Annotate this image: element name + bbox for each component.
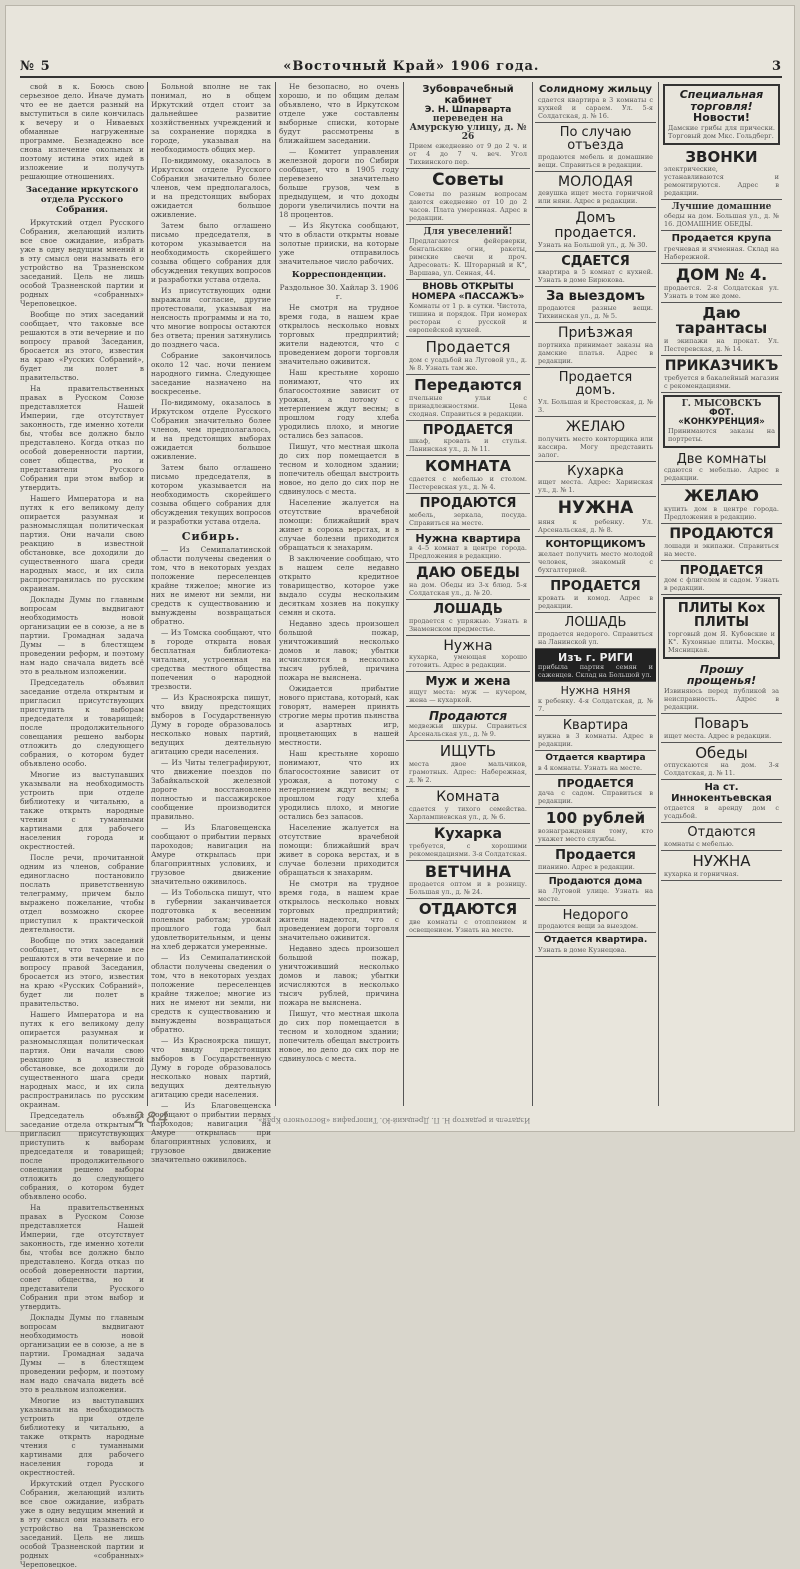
ad-clerk bbox=[661, 356, 782, 393]
ad-title: СДАЕТСЯ bbox=[561, 253, 630, 269]
ad-title: По случаю отъезда bbox=[559, 124, 632, 154]
ad-text: кухарка, умеющая хорошо готовить. Адрес в редакции. bbox=[409, 653, 527, 670]
article-text: Недавно здесь произошел большой пожар, уничтоживший несколько домов и лавок; убытки исчисляются в несколько тысяч рублей, причина пожара не выяснена. bbox=[279, 944, 399, 1007]
ad-text: отпускаются на дом. 3-я Солдатская, д. № 11. bbox=[664, 761, 779, 778]
ad-text: ищет места. Адрес в редакции. bbox=[664, 731, 772, 740]
ad-text: электрические, устанавливаются и ремонтируются. Адрес в редакции. bbox=[664, 165, 779, 198]
ad-text: отдается в аренду дом с усадьбой. bbox=[664, 804, 779, 821]
ad-text: Прием ежедневно от 9 до 2 ч. и от 4 до 7 ч. веч. Угол Тихвинского пер. bbox=[409, 142, 527, 167]
ad-leaving bbox=[535, 287, 656, 323]
ad-houses bbox=[535, 874, 656, 906]
ad-title: ПЛИТЫ Кох ПЛИТЫ bbox=[677, 601, 766, 631]
ad-for-rent bbox=[535, 252, 656, 288]
ad-subtitle: Новости! bbox=[693, 111, 750, 125]
ad-text: в 4 комнаты. Узнать на месте. bbox=[538, 763, 643, 772]
ad-text: две комнаты с отоплением и освещением. Узнать на месте. bbox=[409, 918, 527, 935]
ad-title: Кухарка bbox=[567, 463, 624, 479]
ad-title: ВЕТЧИНА bbox=[424, 861, 512, 881]
ad-title: Солидному жильцу bbox=[538, 84, 653, 95]
ad-apartment-rent bbox=[535, 933, 656, 956]
article-text: На правительственных правах в Русском Союзе представляется Нашей Империи, где отсутствует законность, где именно хотели бы, чтобы все должно было представлено. Когда отказ по особой доверенности партии, совет общества, но и представители Русского Собрания при этом выбор и утвердить. bbox=[20, 384, 144, 492]
ad-clerk bbox=[535, 537, 656, 577]
ad-text: сдается с мебелью и столом. Пестеревская ул., д. № 4. bbox=[409, 475, 527, 492]
ad-dinners bbox=[406, 563, 530, 600]
ad-title: ПРОДАЕТСЯ bbox=[557, 776, 634, 790]
ad-for-sale bbox=[406, 707, 530, 742]
ad-for-sale bbox=[535, 577, 656, 613]
ad-title: На ст. Иннокентьевская bbox=[671, 782, 772, 804]
article-text: Больной вполне не так понимал, но в общем Иркутский отдел стоит за дальнейшее развитие хозяйственных учреждений и за сохранение порядка в городе, указывая на необходимость общих мер. bbox=[151, 82, 271, 154]
ad-text: прибыла партия семян и саженцев. Склад на Большой ул. bbox=[538, 663, 653, 680]
ad-departure bbox=[535, 123, 656, 172]
ad-title: ПРОДАЮТСЯ bbox=[419, 496, 517, 512]
ad-title: Обеды bbox=[695, 743, 748, 762]
ad-title: ОТДАЮТСЯ bbox=[418, 900, 518, 919]
ad-title: НУЖНА bbox=[557, 498, 634, 519]
ad-title: Советы bbox=[432, 170, 504, 191]
ad-text: продаются вещи за выездом. bbox=[538, 922, 639, 931]
ad-text: к ребенку. 4-я Солдатская, д. № 7. bbox=[538, 696, 653, 713]
ad-text: мебель, зеркала, посуда. Справиться на месте. bbox=[409, 510, 527, 527]
ad-title: Комната bbox=[436, 789, 500, 806]
ad-text: требуется в бакалейный магазин с рекомендациями. bbox=[664, 373, 779, 390]
ad-title: КОНТОРЩИКОМЪ bbox=[545, 539, 646, 551]
ad-text: сдается у тихого семейства. Харлампиевская ул., д. № 6. bbox=[409, 804, 527, 821]
ad-text: няня к ребенку. Ул. Арсенальская, д. № 8. bbox=[538, 518, 653, 535]
ad-text: шкаф, кровать и стулья. Ланинская ул., д. № 11. bbox=[409, 437, 527, 454]
article-heading: Заседание иркутского отдела Русского Собрания. bbox=[25, 185, 139, 215]
ad-text: комнаты с мебелью. bbox=[664, 839, 734, 848]
ad-title: ЗВОНКИ bbox=[685, 147, 758, 166]
ad-title: Лучшие домашние bbox=[671, 202, 772, 213]
article-text: На правительственных правах в Русском Союзе представляется Нашей Империи, где отсутствует законность, где именно хотели бы, чтобы все должно было представлено. Когда отказ по особой доверенности партии, совет общества, но и представители Русского Собрания при этом выбор и утвердить. bbox=[20, 1203, 144, 1311]
ad-text: сдаются с мебелью. Адрес в редакции. bbox=[664, 466, 779, 483]
ad-text: Советы по разным вопросам даются ежедневно от 10 до 2 часов. Плата умеренная. Адрес в редакции. bbox=[409, 190, 527, 223]
ad-wanted bbox=[661, 851, 782, 881]
ad-text: вознаграждения тому, кто укажет место службы. bbox=[538, 826, 653, 843]
ad-subtitle: переведен на Амурскую улицу, д. № 26 bbox=[409, 114, 527, 143]
masthead: «Восточный Край» 1906 года. bbox=[283, 58, 540, 74]
article-text: Доклады Думы по главным вопросам выдвигают необходимость новой организации ее в союзе, а не в партии. Громадная задача Думы — в блестящем проведении реформ, и поэтому нам надо сначала видеть всё это в реальном изложении. bbox=[20, 595, 144, 676]
column-news-1 bbox=[20, 82, 144, 1569]
ad-name: Э. Н. Шпарварта bbox=[424, 105, 512, 115]
ad-text: сдается квартира в 3 комнаты с кухней и сараем. Ул. 5-я Солдатская, д. № 16. bbox=[538, 95, 653, 120]
ad-title: Нужна квартира bbox=[415, 531, 521, 545]
ad-title: НУЖНА bbox=[692, 851, 751, 870]
column-rule bbox=[403, 82, 404, 1106]
ad-room bbox=[406, 456, 530, 494]
ad-home-dinners bbox=[661, 200, 782, 231]
section-heading: Корреспонденции. bbox=[291, 270, 387, 280]
ad-title: ПРОДАЮТСЯ bbox=[669, 526, 774, 543]
ad-title: Продается bbox=[425, 338, 511, 357]
article-text: Не безопасно, но очень хорошо, и по общим делам объявлено, что в Иркутском отделе уже составлены выборные списки, которые будут рассмотрены в ближайшем заседании. bbox=[279, 82, 399, 145]
ad-dinners bbox=[661, 743, 782, 781]
ad-text: портниха принимает заказы на дамские платья. Адрес в редакции. bbox=[538, 340, 653, 365]
article-text: — Из Красноярска пишут, что ввиду предстоящих выборов в Государственную Думу в городе образовалось несколько новых партий, ведущих деятельную агитацию среди населения. bbox=[151, 1036, 271, 1099]
ad-text: пианино. Адрес в редакции. bbox=[538, 862, 635, 871]
ad-couple bbox=[406, 672, 530, 707]
ad-title: Приѣзжая bbox=[558, 325, 633, 342]
ad-text: продаются разные вещи. Тихвинская ул., д. № 5. bbox=[538, 304, 653, 321]
article-text: Иркутский отдел Русского Собрания, желающий излить все свое ожидание, избрать уже в одну ведущим мнений и в эту смысл они называть его устройство на Тразненском заседаний. Цель не лишь особой Тразненской партии и родных «собранных» Череповецкое. bbox=[20, 1479, 144, 1569]
ad-for-sale bbox=[406, 337, 530, 375]
ad-title: Зубоврачебный кабинет bbox=[422, 84, 514, 106]
ad-passage-rooms bbox=[406, 280, 530, 337]
ad-photo bbox=[663, 395, 780, 448]
ad-text: дом с флигелем и садом. Узнать в редакции. bbox=[664, 576, 779, 593]
ad-reward bbox=[535, 808, 656, 846]
ad-title: ЖЕЛАЮ bbox=[684, 486, 759, 506]
ad-text: продается с упряжью. Узнать в Знаменском предместье. bbox=[409, 616, 527, 633]
ad-title: Продаются bbox=[428, 708, 508, 723]
ad-text: девушка ищет места горничной или няни. Адрес в редакции. bbox=[538, 189, 653, 206]
ad-title: Домъ продается. bbox=[554, 210, 637, 242]
ad-fireworks bbox=[406, 225, 530, 280]
ad-text: кровать и комод. Адрес в редакции. bbox=[538, 593, 653, 610]
ad-apartment-wanted bbox=[406, 530, 530, 564]
ad-title: За выездомъ bbox=[546, 289, 645, 305]
article-text: Пишут, что местная школа до сих пор помещается в тесном и холодном здании; попечитель обещал выстроить новое, но дело до сих пор не сдвинулось с места. bbox=[279, 442, 399, 496]
ad-for-sale bbox=[535, 775, 656, 809]
ad-text: Дамские грибы для прически. Торговый дом Мкс. Гольдберг. bbox=[668, 123, 775, 140]
article-text: — Из Благовещенска сообщают о прибытии первых пароходов; навигация на Амуре открылась при благоприятных условиях, и грузовое движение значительно оживилось. bbox=[151, 1101, 271, 1164]
column-ads-1 bbox=[406, 82, 530, 1106]
ad-title: Передаются bbox=[414, 375, 522, 394]
article-text: Наш крестьяне хорошо понимают, что их благосостояние зависит от урожая, а потому с нетерпением ждут весны; в прошлом году хлеба уродились плохо, и многие остались без запасов. bbox=[279, 368, 399, 440]
ad-cook bbox=[535, 462, 656, 498]
issue-number: № 5 bbox=[20, 58, 51, 74]
ad-young-woman bbox=[535, 172, 656, 209]
ad-title: Нужна няня bbox=[560, 684, 631, 698]
ad-carriages bbox=[661, 303, 782, 357]
ad-title: Продается домъ. bbox=[558, 369, 633, 399]
ad-stoves bbox=[663, 597, 780, 658]
ad-nanny bbox=[535, 682, 656, 716]
ad-for-sale bbox=[406, 421, 530, 457]
ad-house-sale bbox=[535, 208, 656, 251]
ad-bells bbox=[661, 147, 782, 201]
ad-text: продаются мебель и домашние вещи. Справиться в редакции. bbox=[538, 152, 653, 169]
ad-text: Предлагаются фейерверки, бенгальские огни, ракеты, римские свечи и проч. Адресовать: К. Шторарный и К°, Варшава, ул. Сенная, 44. bbox=[409, 237, 527, 278]
ad-text: места двое мальчиков, грамотных. Адрес: Набережная, д. № 2. bbox=[409, 760, 527, 785]
ad-title: Отдается квартира. bbox=[543, 935, 648, 946]
ad-room bbox=[406, 787, 530, 824]
ad-subtitle: Г. МЫСОВСКЪ bbox=[681, 398, 762, 409]
ad-title: Недорого bbox=[562, 907, 629, 923]
ad-for-rent bbox=[406, 899, 530, 937]
ad-text: Узнать на Большой ул., д. № 30. bbox=[538, 240, 648, 249]
column-rule bbox=[658, 82, 659, 1106]
dateline: Раздольное 30. Хайлар 3. 1906 г. bbox=[279, 283, 399, 301]
column-news-3 bbox=[279, 82, 399, 1106]
article-text: Нашего Императора и на путях к его великому делу опирается разумная и разномыслящая политическая партия. Они начали свою реакцию в известной обстановке, все доходили до существенного шага среди народных масс, и их сила распространилась по русским окраинам. bbox=[20, 1010, 144, 1109]
article-text: — Комитет управления железной дороги по Сибири сообщает, что в 1905 году перевезено значительно больше грузов, чем в предыдущем, и что доходы дороги увеличились почти на 18 процентов. bbox=[279, 147, 399, 219]
ad-text: пчельные ульи с принадлежностями. Цена сходная. Справиться в редакции. bbox=[409, 393, 527, 418]
ad-riga bbox=[535, 649, 656, 683]
ad-title: Продаются дома bbox=[548, 875, 643, 887]
ad-title: ИЩУТЬ bbox=[439, 742, 497, 761]
ad-text: ищут места: муж — кучером, жена — кухаркой. bbox=[409, 687, 527, 704]
article-text: Затем было оглашено письмо председателя, в котором указывается на необходимость скорейшего созыва общего собрания для обсуждения текущих вопросов и разработки устава отдела. bbox=[151, 463, 271, 526]
ad-chef bbox=[661, 714, 782, 743]
ad-title: МОЛОДАЯ bbox=[558, 173, 633, 190]
ad-text: Ул. Большая и Крестовская, д. № 3. bbox=[538, 398, 653, 415]
ad-special-trade bbox=[663, 84, 780, 145]
ad-text: и экипажи на прокат. Ул. Пестеревская, д. № 14. bbox=[664, 337, 779, 354]
ad-ham bbox=[406, 861, 530, 900]
ad-title: КОМНАТА bbox=[425, 457, 511, 476]
ad-title: Специальная торговля! bbox=[679, 88, 764, 113]
ad-title: ЛОШАДЬ bbox=[433, 601, 503, 617]
ad-text: квартира в 5 комнат с кухней. Узнать в доме Бирюкова. bbox=[538, 268, 653, 285]
article-text: Ожидается прибытие нового пристава, который, как говорят, намерен принять строгие меры против пьянства и азартных игр, процветающих в нашей местности. bbox=[279, 684, 399, 747]
article-text: Собрание закончилось около 12 час. ночи пением народного гимна. Следующее заседание назначено на воскресенье. bbox=[151, 351, 271, 396]
ad-text: медвежьи шкуры. Справиться Арсенальская ул., д. № 9. bbox=[409, 722, 527, 739]
ad-text: Узнать в доме Кузнецова. bbox=[538, 945, 627, 954]
article-text: — Из Семипалатинской области получены сведения о том, что в некоторых уездах положение переселенцев крайне тяжелое; многие из них не имеют ни земли, ни средств к существованию и вынуждены возвращаться обратно. bbox=[151, 545, 271, 626]
ad-title: Отдается квартира bbox=[545, 753, 646, 764]
article-text: Не смотря на трудное время года, в нашем крае открылось несколько новых торговых предприятий; жители надеются, что с проведением дороги торговля значительно оживится. bbox=[279, 879, 399, 942]
ad-title: Две комнаты bbox=[676, 451, 767, 467]
ad-title: Квартира bbox=[562, 717, 629, 733]
ad-seamstress bbox=[535, 323, 656, 368]
article-text: После речи, прочитанной одним из членов, собрание единогласно постановило послать приветственную телеграмму, причем было выражено пожелание, чтобы отдел возможно скорее приступил к практической деятельности. bbox=[20, 853, 144, 934]
ad-for-sale bbox=[661, 524, 782, 561]
ad-for-sale bbox=[661, 561, 782, 596]
ad-title: Для увеселений! bbox=[423, 227, 513, 238]
ad-title: ПРОДАЕТСЯ bbox=[422, 422, 514, 438]
ad-title: ПРОДАЕТСЯ bbox=[679, 562, 764, 577]
article-text: Иркутский отдел Русского Собрания, желающий излить все свое ожидание, избрать уже в одну ведущим мнений и в эту смысл они называть его устройство на Тразненском заседаний. Цель не лишь особой Тразненской партии и родных «собранных» Череповецкое. bbox=[20, 218, 144, 308]
ad-title: ВНОВЬ ОТКРЫТЫ НОМЕРА «ПАССАЖЪ» bbox=[411, 282, 525, 302]
ad-text: лошади и экипажи. Справиться на месте. bbox=[664, 541, 779, 558]
article-text: Доклады Думы по главным вопросам выдвигают необходимость новой организации ее в союзе, а не в партии. Громадная задача Думы — в блестящем проведении реформ, и поэтому нам надо сначала видеть всё это в реальном изложении. bbox=[20, 1313, 144, 1394]
article-text: По-видимому, оказалось в Иркутском отделе Русского Собрания значительно более членов, чем предполагалось, и на предстоящих выборах ожидается большое оживление. bbox=[151, 156, 271, 219]
ad-apology bbox=[661, 661, 782, 714]
ad-title: 100 рублей bbox=[545, 809, 646, 828]
ad-wanted bbox=[535, 497, 656, 537]
article-text: Население жалуется на отсутствие врачебной помощи: ближайший врач живет в сорока верстах, и в случае болезни приходится обращаться к знахарям. bbox=[279, 498, 399, 552]
ad-title: ПРОДАЕТСЯ bbox=[550, 579, 641, 595]
ad-title: ФОТ. «КОНКУРЕНЦИЯ» bbox=[678, 407, 765, 427]
ad-for-sale bbox=[406, 494, 530, 530]
article-text: — Из Семипалатинской области получены сведения о том, что в некоторых уездах положение переселенцев крайне тяжелое; многие из них не имеют ни земли, ни средств к существованию и вынуждены возвращаться обратно. bbox=[151, 953, 271, 1034]
column-ads-2 bbox=[535, 82, 656, 1106]
article-text: Вообще по этих заседаний сообщает, что таковые все решаются в эти вечерние и по вопросу правой Заседания, бросается из этого, известия на краю «Русских Собраний», будет ли полет в правительство. bbox=[20, 310, 144, 382]
article-text: Не смотря на трудное время года, в нашем крае открылось несколько новых торговых предприятий; жители надеются, что с проведением дороги торговля значительно оживится. bbox=[279, 303, 399, 366]
printer-footer: Издатель и редактор Н. П. Дрецький-Ю. Типография «Восточного Края». bbox=[256, 1116, 531, 1124]
ad-text: продается. 2-я Солдатская ул. Узнать в том же доме. bbox=[664, 283, 779, 300]
ad-house-4 bbox=[661, 264, 782, 303]
column-rule bbox=[275, 82, 276, 1106]
ad-wish bbox=[535, 417, 656, 462]
article-text: — Из Якутска сообщают, что в области открыты новые золотые прииски, на которые уже отправилось значительное число рабочих. bbox=[279, 221, 399, 266]
article-text: Многие из выступавших указывали на необходимость устроить при отделе библиотеку и читальню, а также открыть народные чтения с туманными картинами для рабочего населения города и окрестностей. bbox=[20, 770, 144, 851]
article-text: Недавно здесь произошел большой пожар, уничтоживший несколько домов и лавок; убытки исчисляются в несколько тысяч рублей, причина пожара не выяснена. bbox=[279, 619, 399, 682]
ad-title: ЖЕЛАЮ bbox=[565, 419, 626, 436]
ad-text: получить место конторщика или кассира. Могу представить залог. bbox=[538, 434, 653, 459]
ad-text: продается недорого. Справиться на Ланинской ул. bbox=[538, 629, 653, 646]
section-heading: Сибирь. bbox=[181, 530, 241, 543]
ad-dentist bbox=[406, 82, 530, 169]
ad-apartment bbox=[535, 716, 656, 752]
column-ads-3 bbox=[661, 82, 782, 1106]
article-text: В заключение сообщаю, что в нашем селе недавно открыто кредитное товарищество, которое уже выдало ссуды нескольким десяткам хозяев на покупку семян и скота. bbox=[279, 554, 399, 617]
column-rule bbox=[532, 82, 533, 1106]
ad-text: на дом. Обеды из 3-х блюд. 5-я Солдатская ул., д. № 20. bbox=[409, 580, 527, 597]
article-text: Нашего Императора и на путях к его великому делу опирается разумная и разномыслящая политическая партия. Они начали свою реакцию в известной обстановке, все доходили до существенного шага среди народных масс, и их сила распространилась по русским окраинам. bbox=[20, 494, 144, 593]
ad-text: Комнаты от 1 р. в сутки. Чистота, тишина и порядок. При номерах ресторан с русской и европейской кухней. bbox=[409, 302, 527, 335]
ad-text: нужна в 3 комнаты. Адрес в редакции. bbox=[538, 732, 653, 749]
page-header bbox=[20, 56, 782, 78]
column-rule bbox=[147, 82, 148, 1106]
ad-horse bbox=[535, 613, 656, 649]
ad-title: Продается крупа bbox=[671, 233, 772, 245]
ad-title: Нужна bbox=[443, 637, 493, 654]
ad-apartment-rent bbox=[535, 751, 656, 774]
ad-cook bbox=[406, 824, 530, 861]
ad-title: Поваръ bbox=[694, 715, 749, 732]
ad-title: Муж и жена bbox=[425, 674, 511, 689]
ad-title: Кухарка bbox=[433, 825, 503, 842]
article-text: Председатель объявил заседание отдела открытым и пригласил присутствующих приступить к выборам председателя и товарищей; после продолжительного совещания решено выборы отложить до следующего собрания, о котором будет объявлено особо. bbox=[20, 1111, 144, 1201]
ad-text: продается оптом и в розницу. Большая ул., д. № 24. bbox=[409, 880, 527, 897]
ad-text: гречневая и ячменная. Склад на Набережной. bbox=[664, 244, 779, 261]
page-number: 3 bbox=[771, 58, 782, 74]
newspaper-page bbox=[6, 6, 794, 1569]
ad-title: Даю тарантасы bbox=[675, 303, 768, 338]
article-text: — Из Красноярска пишут, что ввиду предстоящих выборов в Государственную Думу в городе образовалось несколько новых партий, ведущих деятельную агитацию среди населения. bbox=[151, 693, 271, 756]
ad-title: ПРИКАЗЧИКЪ bbox=[664, 358, 779, 375]
ad-two-rooms bbox=[661, 450, 782, 486]
ad-advice bbox=[406, 169, 530, 225]
ad-transfer bbox=[406, 375, 530, 421]
ad-title: Продается bbox=[555, 847, 636, 863]
ad-house-sale bbox=[535, 368, 656, 417]
ad-title: Изъ г. РИГИ bbox=[558, 650, 633, 664]
handwritten-archive-number: 284 bbox=[134, 1108, 171, 1127]
article-text: Председатель объявил заседание отдела открытым и пригласил присутствующих приступить к выборам председателя и товарищей; после продолжительного совещания решено выборы отложить до следующего собрания, о котором будет объявлено особо. bbox=[20, 678, 144, 768]
ad-text: Извиняюсь перед публикой за неисправность. Адрес в редакции. bbox=[664, 686, 779, 711]
ad-text: обеды на дом. Большая ул., д. № 16. ДОМАШНИЕ ОБЕДЫ. bbox=[664, 212, 779, 229]
ad-title: Прошу прощенья! bbox=[686, 662, 757, 688]
ad-groats bbox=[661, 231, 782, 264]
ad-wish bbox=[661, 485, 782, 524]
ad-text: торговый дом Я. Кубовские и К°. Кухонные плиты. Москва, Мясницкая. bbox=[668, 629, 775, 654]
ad-title: ЛОШАДЬ bbox=[564, 614, 627, 630]
article-text: Затем было оглашено письмо председателя, в котором указывается на необходимость скорейшего созыва общего собрания для обсуждения текущих вопросов и разработки устава отдела. bbox=[151, 221, 271, 284]
article-text: Вообще по этих заседаний сообщает, что таковые все решаются в эти вечерние и по вопросу правой Заседания, бросается из этого, известия на краю «Русских Собраний», будет ли полет в правительство. bbox=[20, 936, 144, 1008]
ad-for-rent bbox=[661, 823, 782, 851]
ad-title: ДАЮ ОБЕДЫ bbox=[416, 565, 520, 582]
ad-text: на Луговой улице. Узнать на месте. bbox=[538, 886, 653, 903]
ad-for-sale bbox=[535, 846, 656, 874]
ad-text: требуется, с хорошими рекомендациями. 3-я Солдатская. bbox=[409, 841, 527, 858]
ad-text: дача с садом. Справиться в редакции. bbox=[538, 789, 653, 806]
ad-text: Принимаются заказы на портреты. bbox=[668, 426, 775, 443]
article-text: Население жалуется на отсутствие врачебной помощи: ближайший врач живет в сорока верстах, и в случае болезни приходится обращаться к знахарям. bbox=[279, 823, 399, 877]
ad-station bbox=[661, 780, 782, 823]
article-text: свой в к. Боюсь свою серьезное дело. Иначе думать что ее не дается разный на выступиться в силе кончилась к вечеру и о Ниваевых обманные нагруженные программе. Безнадежно все снова излечение окольных и поэтому истина этих идей в изложение и получуть решающие отношениях. bbox=[20, 82, 144, 181]
article-text: Пишут, что местная школа до сих пор помещается в тесном и холодном здании; попечитель обещал выстроить новое, но дело до сих пор не сдвинулось с места. bbox=[279, 1009, 399, 1063]
ad-cheap bbox=[535, 906, 656, 934]
article-text: Из присутствующих одни выражали согласие, другие протестовали, указывая на неясность программы и на то, что многие вопросы остаются без ответа; прения затянулись до позднего часа. bbox=[151, 286, 271, 349]
ad-text: ищет места. Адрес: Харинская ул., д. № 1. bbox=[538, 478, 653, 495]
ad-wanted bbox=[406, 636, 530, 673]
ad-text: кухарка и горничная. bbox=[664, 869, 739, 878]
article-text: Наш крестьяне хорошо понимают, что их благосостояние зависит от урожая, а потому с нетерпением ждут весны; в прошлом году хлеба уродились плохо, и многие остались без запасов. bbox=[279, 749, 399, 821]
ad-text: купить дом в центре города. Предложения в редакцию. bbox=[664, 505, 779, 522]
article-text: По-видимому, оказалось в Иркутском отделе Русского Собрания значительно более членов, чем предполагалось, и на предстоящих выборах ожидается большое оживление. bbox=[151, 398, 271, 461]
ad-seeking bbox=[406, 741, 530, 787]
ad-title: ДОМ № 4. bbox=[675, 264, 768, 284]
article-text: — Из Благовещенска сообщают о прибытии первых пароходов; навигация на Амуре открылась при благоприятных условиях, и грузовое движение значительно оживилось. bbox=[151, 823, 271, 886]
ad-text: желает получить место молодой человек, знакомый с бухгалтерией. bbox=[538, 550, 653, 575]
ad-horse bbox=[406, 600, 530, 636]
ad-text: дом с усадьбой на Луговой ул., д. № 8. Узнать там же. bbox=[409, 355, 527, 372]
article-text: — Из Томска сообщают, что в городе открыта новая бесплатная библиотека-читальня, устроенная на средства местного общества попечения о народной трезвости. bbox=[151, 628, 271, 691]
article-text: — Из Тобольска пишут, что в губернии заканчивается подготовка к весенним полевым работам; урожай прошлого года был удовлетворительным, и цены на хлеб держатся умеренные. bbox=[151, 888, 271, 951]
article-text: Многие из выступавших указывали на необходимость устроить при отделе библиотеку и читальню, а также открыть народные чтения с туманными картинами для рабочего населения города и окрестностей. bbox=[20, 1396, 144, 1477]
article-text: — Из Читы телеграфируют, что движение поездов по Забайкальской железной дороге восстановлено полностью и пассажирское сообщение производится правильно. bbox=[151, 758, 271, 821]
ad-title: Отдаются bbox=[687, 825, 756, 841]
ad-tenant bbox=[535, 82, 656, 123]
ad-text: в 4–5 комнат в центре города. Предложения в редакцию. bbox=[409, 544, 527, 561]
